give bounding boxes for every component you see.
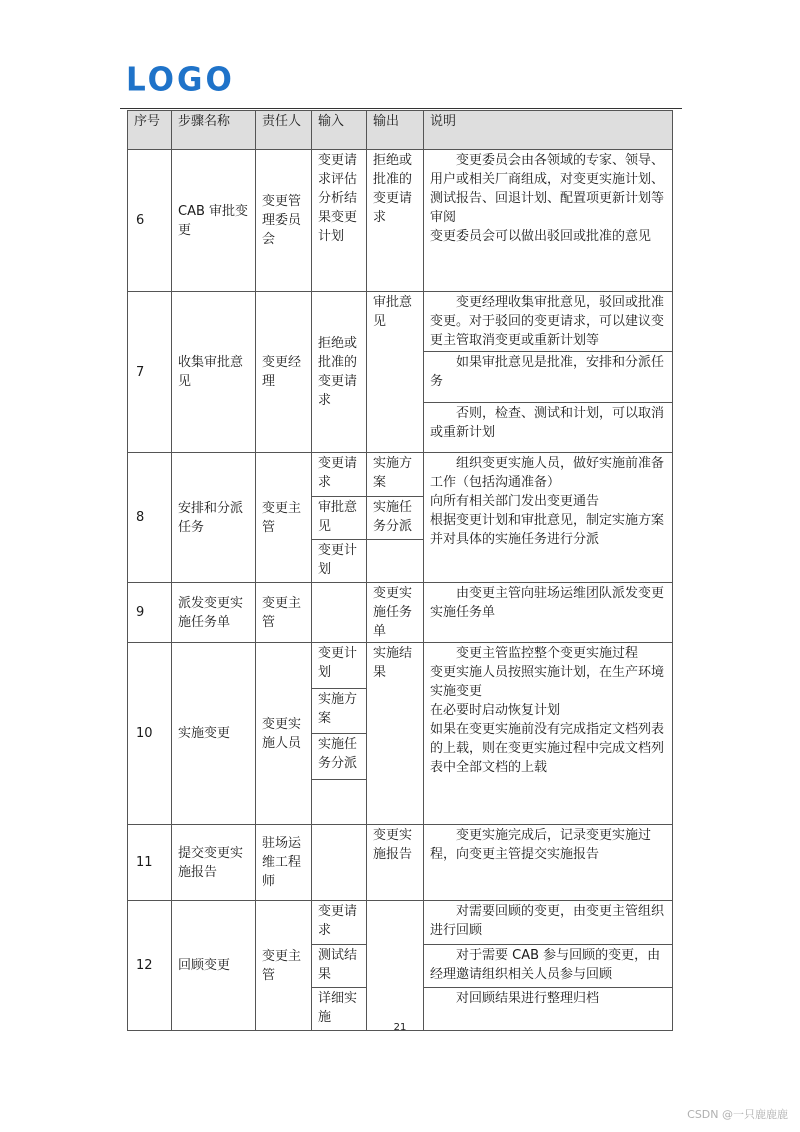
cell-owner: 变更管理委员会 bbox=[256, 150, 312, 292]
cell-description: 对于需要 CAB 参与回顾的变更，由经理邀请组织相关人员参与回顾 bbox=[424, 944, 673, 987]
cell-step-name: 派发变更实施任务单 bbox=[172, 583, 256, 643]
cell-description: 变更实施完成后，记录变更实施过程，向变更主管提交实施报告 bbox=[424, 825, 673, 901]
cell-input bbox=[312, 825, 367, 901]
cell-step-name: 实施变更 bbox=[172, 643, 256, 825]
cell-seq: 8 bbox=[128, 453, 172, 583]
cell-output bbox=[367, 901, 424, 1031]
table-row bbox=[128, 292, 673, 352]
cell-output: 实施任务分派 bbox=[367, 496, 424, 539]
cell-output: 实施方案 bbox=[367, 453, 424, 496]
cell-input: 变更计划 bbox=[312, 539, 367, 582]
table-row bbox=[128, 643, 673, 689]
table-row bbox=[128, 583, 673, 643]
page-number: 21 bbox=[393, 1022, 407, 1033]
cell-input: 详细实施 bbox=[312, 987, 367, 1030]
cell-input: 变更请求评估分析结果变更计划 bbox=[312, 150, 367, 292]
watermark: CSDN @一只鹿鹿鹿 bbox=[687, 1108, 788, 1121]
cell-input: 测试结果 bbox=[312, 944, 367, 987]
cell-output: 实施结果 bbox=[367, 643, 424, 825]
company-logo: LOGO bbox=[126, 61, 235, 99]
cell-description: 由变更主管向驻场运维团队派发变更实施任务单 bbox=[424, 583, 673, 643]
cell-seq: 6 bbox=[128, 150, 172, 292]
cell-seq: 9 bbox=[128, 583, 172, 643]
cell-input: 实施方案 bbox=[312, 688, 367, 734]
cell-output: 拒绝或批准的变更请求 bbox=[367, 150, 424, 292]
cell-description: 对回顾结果进行整理归档 bbox=[424, 987, 673, 1030]
cell-description: 变更经理收集审批意见，驳回或批准变更。对于驳回的变更请求，可以建议变更主管取消变更或重新计划等 bbox=[424, 292, 673, 352]
table-row bbox=[128, 453, 673, 496]
column-header-output: 输出 bbox=[367, 111, 424, 150]
table-header-row bbox=[128, 111, 673, 150]
cell-output: 审批意见 bbox=[367, 292, 424, 453]
cell-owner: 变更实施人员 bbox=[256, 643, 312, 825]
cell-step-name: 提交变更实施报告 bbox=[172, 825, 256, 901]
column-header-owner: 责任人 bbox=[256, 111, 312, 150]
cell-owner: 驻场运维工程师 bbox=[256, 825, 312, 901]
cell-owner: 变更主管 bbox=[256, 453, 312, 583]
cell-step-name: 收集审批意见 bbox=[172, 292, 256, 453]
cell-description: 否则，检查、测试和计划，可以取消或重新计划 bbox=[424, 402, 673, 453]
cell-output bbox=[367, 539, 424, 582]
column-header-step: 步骤名称 bbox=[172, 111, 256, 150]
process-steps-table bbox=[127, 110, 673, 1031]
cell-seq: 12 bbox=[128, 901, 172, 1031]
cell-output: 变更实施报告 bbox=[367, 825, 424, 901]
cell-step-name: CAB 审批变更 bbox=[172, 150, 256, 292]
cell-input: 变更请求 bbox=[312, 901, 367, 944]
column-header-input: 输入 bbox=[312, 111, 367, 150]
cell-description: 变更主管监控整个变更实施过程 变更实施人员按照实施计划，在生产环境实施变更 在必要时启动恢复计划 如果在变更实施前没有完成指定文档列表的上载，则在变更实施过程中完成文档列表中全部文档的上载 bbox=[424, 643, 673, 825]
cell-input: 实施任务分派 bbox=[312, 734, 367, 780]
cell-seq: 11 bbox=[128, 825, 172, 901]
cell-description: 如果审批意见是批准，安排和分派任务 bbox=[424, 352, 673, 403]
table-row bbox=[128, 150, 673, 292]
cell-input: 拒绝或批准的变更请求 bbox=[312, 292, 367, 453]
header-rule bbox=[120, 108, 682, 109]
cell-description: 对需要回顾的变更，由变更主管组织进行回顾 bbox=[424, 901, 673, 944]
cell-owner: 变更经理 bbox=[256, 292, 312, 453]
column-header-seq: 序号 bbox=[128, 111, 172, 150]
column-header-description: 说明 bbox=[424, 111, 673, 150]
cell-owner: 变更主管 bbox=[256, 583, 312, 643]
cell-input: 审批意见 bbox=[312, 496, 367, 539]
cell-description: 组织变更实施人员，做好实施前准备工作（包括沟通准备） 向所有相关部门发出变更通告 根据变更计划和审批意见，制定实施方案并对具体的实施任务进行分派 bbox=[424, 453, 673, 583]
table-row bbox=[128, 901, 673, 944]
cell-input bbox=[312, 583, 367, 643]
cell-owner: 变更主管 bbox=[256, 901, 312, 1031]
cell-input: 变更计划 bbox=[312, 643, 367, 689]
table-body bbox=[128, 150, 673, 1031]
cell-step-name: 安排和分派任务 bbox=[172, 453, 256, 583]
table-row bbox=[128, 825, 673, 901]
cell-output: 变更实施任务单 bbox=[367, 583, 424, 643]
cell-description: 变更委员会由各领域的专家、领导、用户或相关厂商组成，对变更实施计划、测试报告、回退计划、配置项更新计划等审阅 变更委员会可以做出驳回或批准的意见 bbox=[424, 150, 673, 292]
cell-seq: 10 bbox=[128, 643, 172, 825]
cell-step-name: 回顾变更 bbox=[172, 901, 256, 1031]
cell-input bbox=[312, 779, 367, 825]
cell-input: 变更请求 bbox=[312, 453, 367, 496]
cell-seq: 7 bbox=[128, 292, 172, 453]
